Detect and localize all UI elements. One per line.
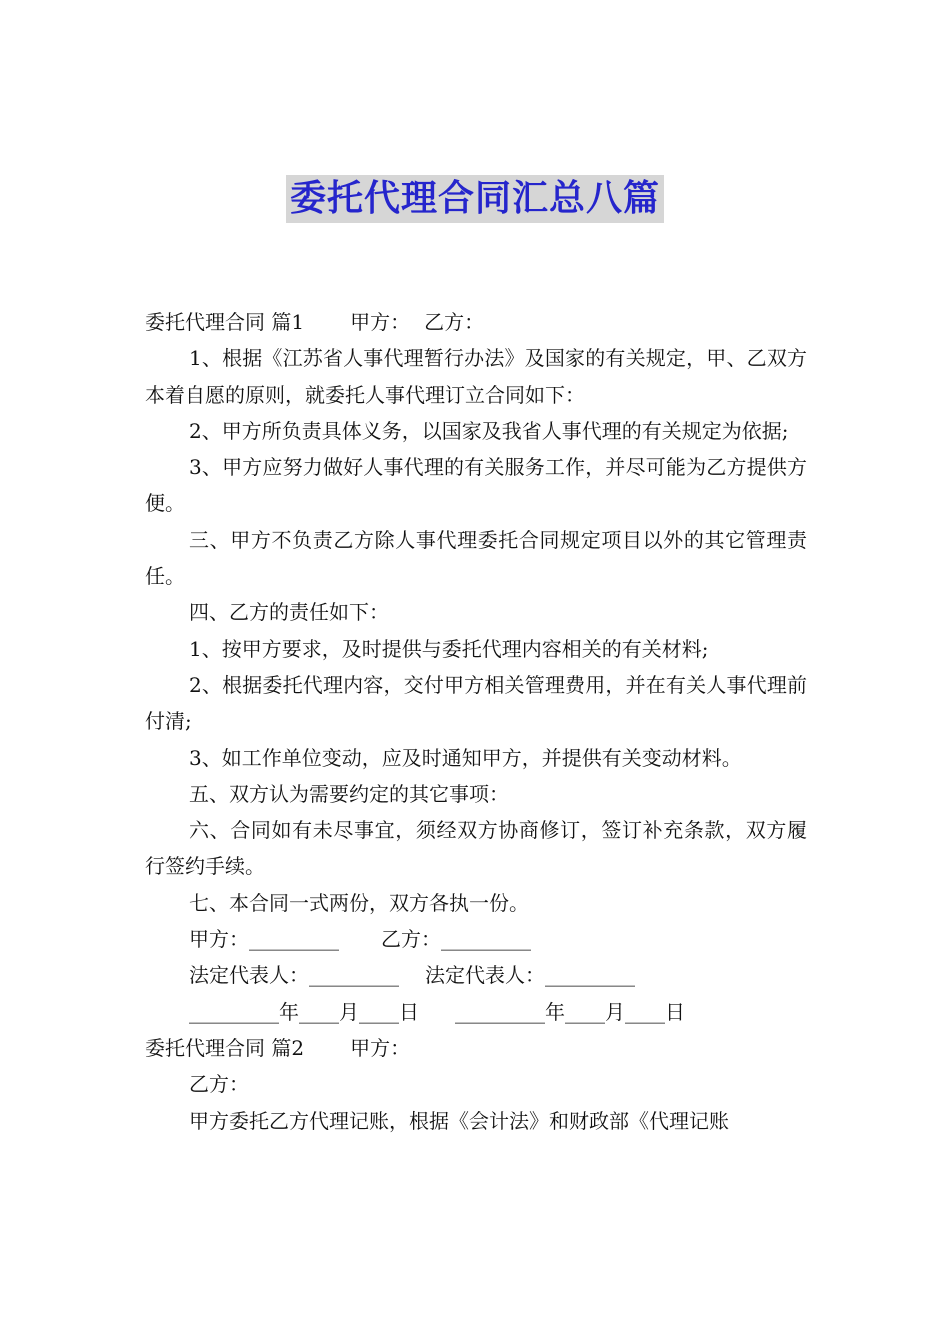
document-body bbox=[145, 304, 807, 1139]
date-party-a: _________年____月____日 bbox=[189, 999, 419, 1024]
representative-line bbox=[145, 957, 807, 993]
contract1-paragraph: 五、双方认为需要约定的其它事项： bbox=[189, 781, 509, 806]
sign-party-b: 乙方：_________ bbox=[381, 927, 531, 952]
signature-line bbox=[145, 921, 807, 957]
contract1-paragraph: 2、甲方所负责具体义务，以国家及我省人事代理的有关规定为依据; bbox=[189, 418, 789, 443]
contract1-party-b: 乙方： bbox=[424, 310, 485, 334]
contract2-party-a: 甲方： bbox=[350, 1035, 411, 1060]
contract1-paragraph: 1、根据《江苏省人事代理暂行办法》及国家的有关规定，甲、乙双方本着自愿的原则，就委托人事代理订立合同如下： bbox=[145, 346, 807, 407]
contract1-paragraph: 3、甲方应努力做好人事代理的有关服务工作，并尽可能为乙方提供方便。 bbox=[145, 455, 807, 516]
contract1-paragraph: 六、合同如有未尽事宜，须经双方协商修订，签订补充条款，双方履行签约手续。 bbox=[145, 818, 807, 879]
contract1-paragraph: 七、本合同一式两份，双方各执一份。 bbox=[189, 890, 529, 915]
date-party-b: _________年____月____日 bbox=[455, 999, 685, 1024]
contract2-party-b: 乙方： bbox=[189, 1072, 249, 1097]
contract1-paragraph: 1、按甲方要求，及时提供与委托代理内容相关的有关材料; bbox=[189, 636, 709, 661]
contract2-heading-line bbox=[145, 1030, 807, 1066]
contract2-paragraph: 甲方委托乙方代理记账，根据《会计法》和财政部《代理记账 bbox=[189, 1108, 729, 1133]
contract1-paragraph: 2、根据委托代理内容，交付甲方相关管理费用，并在有关人事代理前付清; bbox=[145, 672, 807, 734]
document-title: 委托代理合同汇总八篇 bbox=[286, 175, 664, 223]
sign-party-a: 甲方：_________ bbox=[189, 927, 339, 952]
date-line bbox=[145, 994, 807, 1030]
contract1-party-a: 甲方： bbox=[350, 310, 411, 334]
contract1-paragraph: 3、如工作单位变动，应及时通知甲方，并提供有关变动材料。 bbox=[189, 745, 742, 770]
contract1-heading: 委托代理合同 篇1 bbox=[145, 310, 305, 334]
rep-party-b: 法定代表人：_________ bbox=[425, 963, 635, 988]
contract2-heading: 委托代理合同 篇2 bbox=[145, 1035, 305, 1060]
title-container bbox=[0, 175, 950, 223]
contract1-paragraph: 三、甲方不负责乙方除人事代理委托合同规定项目以外的其它管理责任。 bbox=[145, 527, 807, 589]
contract1-heading-line bbox=[145, 304, 807, 340]
rep-party-a: 法定代表人：_________ bbox=[189, 963, 399, 988]
contract1-paragraph: 四、乙方的责任如下： bbox=[189, 600, 389, 625]
